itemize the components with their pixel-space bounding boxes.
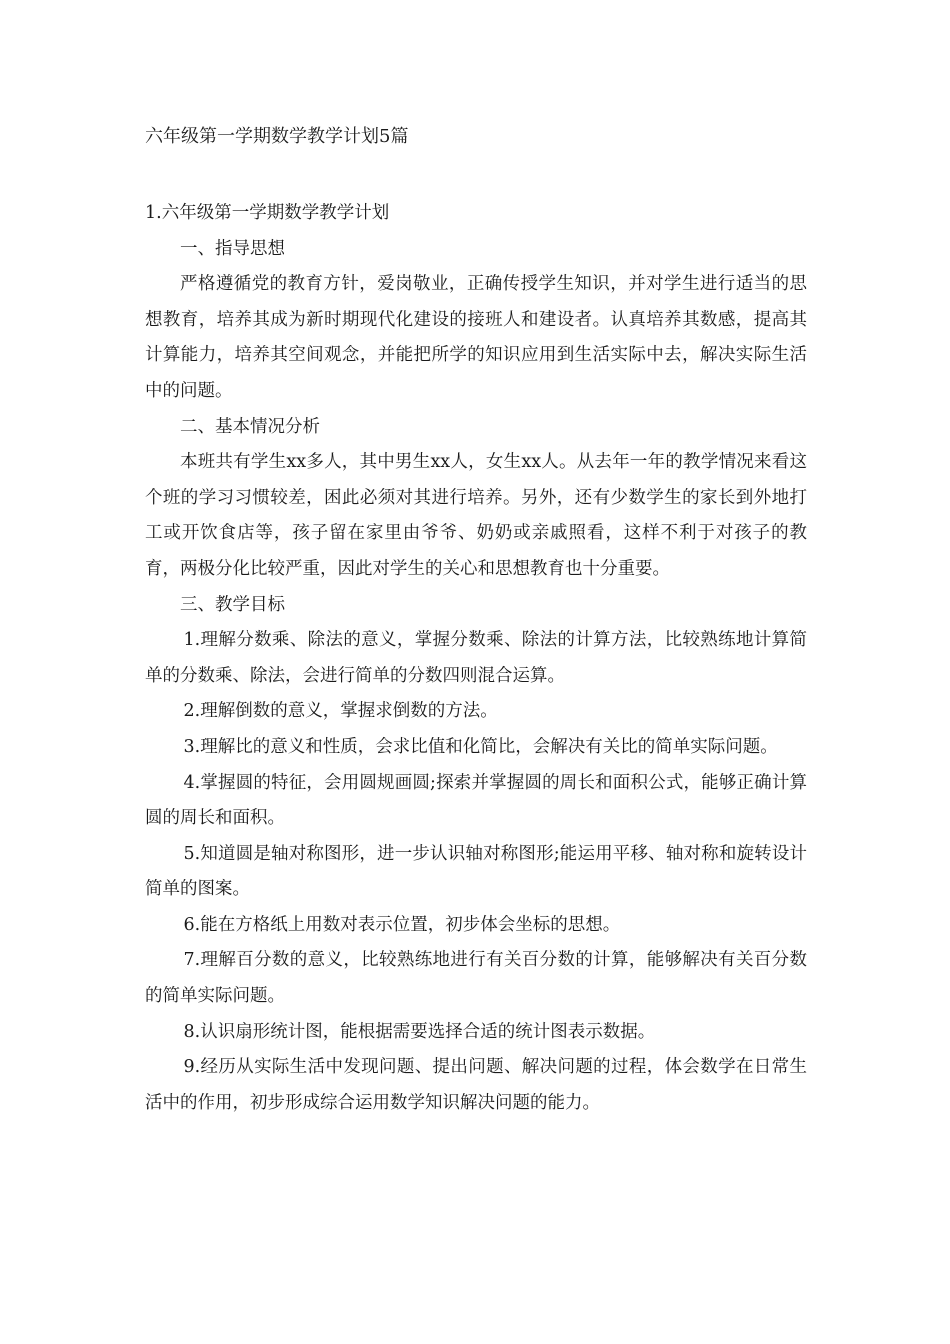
goal-item-7: 7.理解百分数的意义，比较熟练地进行有关百分数的计算，能够解决有关百分数的简单实际问题。 bbox=[145, 950, 807, 1007]
goal-item-1: 1.理解分数乘、除法的意义，掌握分数乘、除法的计算方法，比较熟练地计算简单的分数乘、除法，会进行简单的分数四则混合运算。 bbox=[145, 630, 807, 686]
paragraph-situation-analysis: 本班共有学生xx多人，其中男生xx人，女生xx人。从去年一年的教学情况来看这个班的学习习惯较差，困此必须对其进行培养。另外，还有少数学生的家长到外地打工或开饮食店等，孩子留在家里由爷爷、奶奶或亲戚照看，这样不利于对孩子的教育，两极分化比较严重，因此对学生的关心和思想教育也十分重要。 bbox=[145, 452, 807, 579]
heading-guiding-thought: 一、指导思想 bbox=[180, 238, 285, 259]
goal-item-4: 4.掌握圆的特征，会用圆规画圆;探索并掌握圆的周长和面积公式，能够正确计算圆的周长和面积。 bbox=[145, 772, 807, 829]
heading-situation-analysis: 二、基本情况分析 bbox=[180, 416, 320, 437]
goal-item-5: 5.知道圆是轴对称图形，进一步认识轴对称图形;能运用平移、轴对称和旋转设计简单的图案。 bbox=[145, 843, 807, 900]
goal-item-9: 9.经历从实际生活中发现问题、提出问题、解决问题的过程，体会数学在日常生活中的作用，初步形成综合运用数学知识解决问题的能力。 bbox=[145, 1057, 807, 1113]
heading-teaching-goals: 三、教学目标 bbox=[180, 594, 285, 615]
goal-item-3: 3.理解比的意义和性质，会求比值和化简比，会解决有关比的简单实际问题。 bbox=[183, 736, 778, 757]
paragraph-guiding-thought: 严格遵循党的教育方针，爱岗敬业，正确传授学生知识，并对学生进行适当的思想教育，培养其成为新时期现代化建设的接班人和建设者。认真培养其数感，提高其计算能力，培养其空间观念，并能把所学的知识应用到生活实际中去，解决实际生活中的问题。 bbox=[145, 274, 807, 401]
section-title: 1.六年级第一学期数学教学计划 bbox=[145, 203, 390, 223]
document-title: 六年级第一学期数学教学计划5篇 bbox=[145, 126, 409, 147]
goal-item-6: 6.能在方格纸上用数对表示位置，初步体会坐标的思想。 bbox=[183, 914, 621, 935]
goal-item-2: 2.理解倒数的意义，掌握求倒数的方法。 bbox=[183, 701, 498, 722]
document-body bbox=[145, 196, 807, 1121]
goal-item-8: 8.认识扇形统计图，能根据需要选择合适的统计图表示数据。 bbox=[183, 1021, 656, 1042]
